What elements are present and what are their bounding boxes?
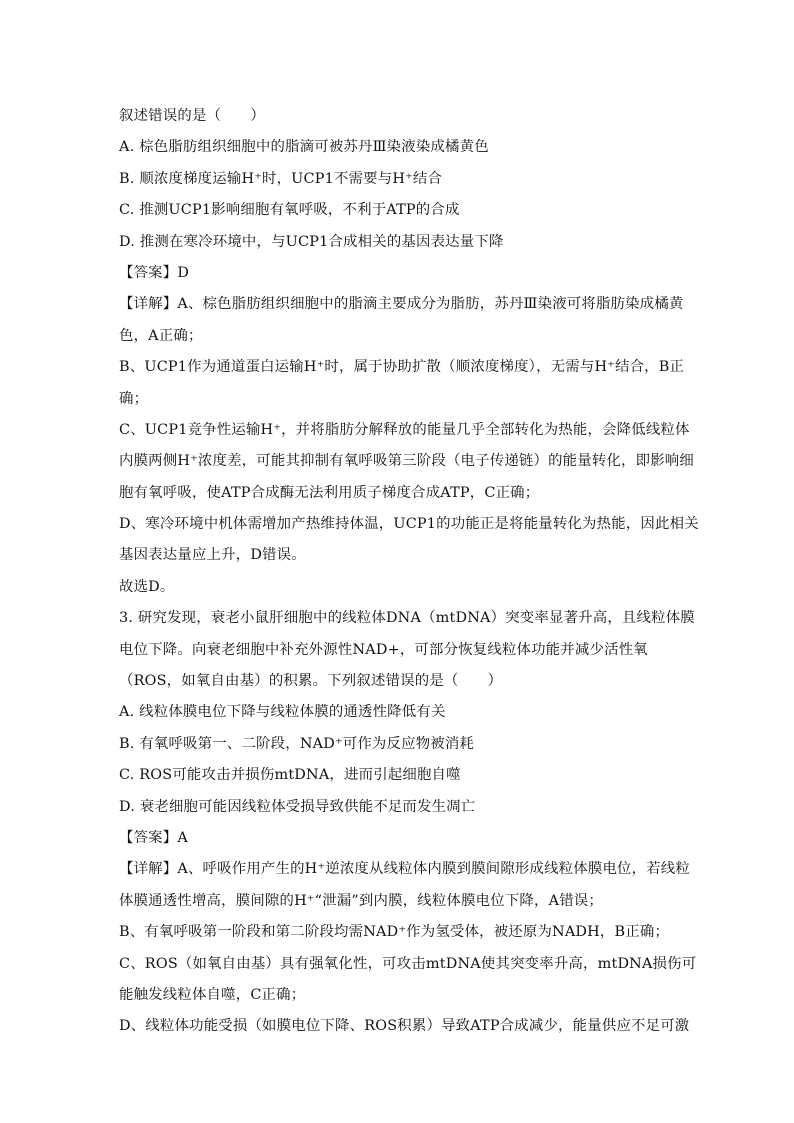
option-a: A. 棕色脂肪组织细胞中的脂滴可被苏丹Ⅲ染液染成橘黄色 <box>119 139 489 156</box>
explanation-line: D、线粒体功能受损（如膜电位下降、ROS积累）导致ATP合成减少，能量供应不足可激 <box>119 1018 690 1035</box>
explanation-line: D、寒冷环境中机体需增加产热维持体温，UCP1的功能正是将能量转化为热能，因此相关 <box>119 516 699 533</box>
explanation-line: 【详解】A、棕色脂肪组织细胞中的脂滴主要成分为脂肪，苏丹Ⅲ染液可将脂肪染成橘黄 <box>119 296 684 313</box>
option-b: B. 顺浓度梯度运输H⁺时，UCP1不需要与H⁺结合 <box>119 170 443 187</box>
explanation-line: C、ROS（如氧自由基）具有强氧化性，可攻击mtDNA使其突变率升高，mtDNA损伤可 <box>119 955 697 972</box>
explanation-line: 体膜通透性增高，膜间隙的H⁺“泄漏”到内膜，线粒体膜电位下降，A错误； <box>119 892 603 909</box>
explanation-line: B、有氧呼吸第一阶段和第二阶段均需NAD⁺作为氢受体，被还原为NADH，B正确； <box>119 924 670 941</box>
choice-conclusion: 故选D。 <box>119 578 175 595</box>
option-c: C. ROS可能攻击并损伤mtDNA，进而引起细胞自噬 <box>119 767 461 784</box>
explanation-line: 【详解】A、呼吸作用产生的H⁺逆浓度从线粒体内膜到膜间隙形成线粒体膜电位，若线粒 <box>119 861 690 878</box>
explanation-line: 确； <box>119 390 149 407</box>
explanation-line: 基因表达量应上升，D错误。 <box>119 547 306 564</box>
explanation-line: 胞有氧呼吸，使ATP合成酶无法利用质子梯度合成ATP，C正确； <box>119 484 540 501</box>
question-3-stem: 电位下降。向衰老细胞中补充外源性NAD+，可部分恢复线粒体功能并减少活性氧 <box>119 641 648 658</box>
explanation-line: 内膜两侧H⁺浓度差，可能其抑制有氧呼吸第三阶段（电子传递链）的能量转化，即影响细 <box>119 453 694 470</box>
option-c: C. 推测UCP1影响细胞有氧呼吸，不利于ATP的合成 <box>119 202 460 219</box>
question-3-stem: 3. 研究发现，衰老小鼠肝细胞中的线粒体DNA（mtDNA）突变率显著升高，且线粒体膜 <box>119 610 695 627</box>
question-stem-end: 叙述错误的是（ ） <box>119 108 265 124</box>
answer-label: 【答案】A <box>119 829 188 846</box>
question-3-stem: （ROS，如氧自由基）的积累。下列叙述错误的是（ ） <box>119 673 503 690</box>
option-a: A. 线粒体膜电位下降与线粒体膜的通透性降低有关 <box>119 704 446 721</box>
explanation-line: C、UCP1竞争性运输H⁺，并将脂肪分解释放的能量几乎全部转化为热能，会降低线粒体 <box>119 421 690 438</box>
explanation-line: B、UCP1作为通道蛋白运输H⁺时，属于协助扩散（顺浓度梯度），无需与H⁺结合，B正 <box>119 359 685 376</box>
document-body <box>119 101 699 1043</box>
explanation-line: 色，A正确； <box>119 327 203 344</box>
option-b: B. 有氧呼吸第一、二阶段，NAD⁺可作为反应物被消耗 <box>119 735 475 752</box>
explanation-line: 能触发线粒体自噬，C正确； <box>119 986 306 1003</box>
option-d: D. 衰老细胞可能因线粒体受损导致供能不足而发生凋亡 <box>119 798 476 815</box>
option-d: D. 推测在寒冷环境中，与UCP1合成相关的基因表达量下降 <box>119 233 504 250</box>
answer-label: 【答案】D <box>119 264 190 281</box>
